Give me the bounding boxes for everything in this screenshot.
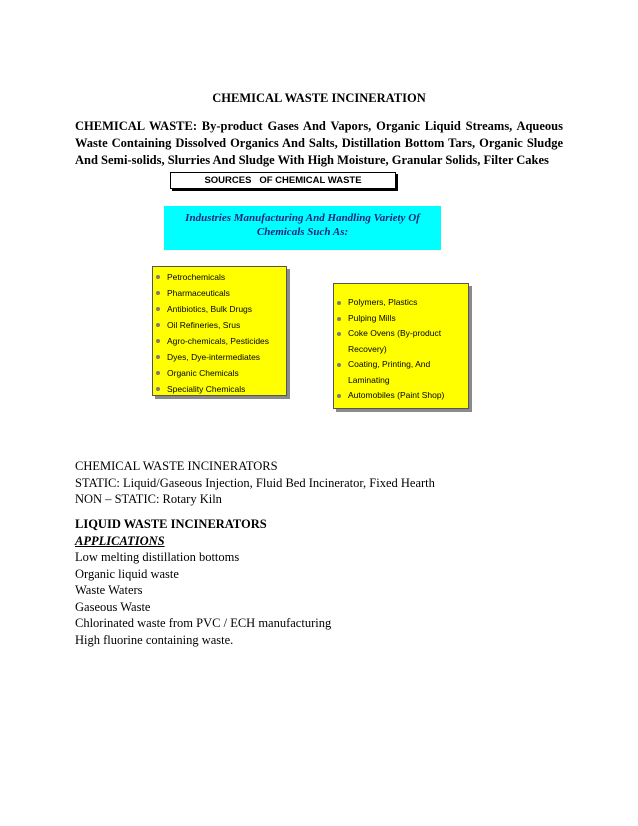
- application-item: Low melting distillation bottoms: [75, 550, 240, 564]
- list-item: Dyes, Dye-intermediates: [153, 349, 286, 365]
- bullet-icon: [156, 275, 160, 279]
- application-item: Organic liquid waste: [75, 566, 179, 581]
- bullet-icon: [156, 323, 160, 327]
- industries-list-left: [152, 266, 287, 396]
- list-item: Pharmaceuticals: [153, 285, 286, 301]
- bullet-icon: [337, 394, 341, 398]
- bullet-icon: [156, 291, 160, 295]
- bullet-icon: [156, 371, 160, 375]
- bullet-icon: [337, 363, 341, 367]
- non-static-types: NON – STATIC: Rotary Kiln: [75, 492, 222, 506]
- list-item: Petrochemicals: [153, 269, 286, 285]
- liquid-waste-section: [75, 516, 331, 648]
- bullet-icon: [156, 339, 160, 343]
- sources-label-box: SOURCES OF CHEMICAL WASTE: [170, 172, 396, 189]
- applications-subheading: APPLICATIONS: [75, 533, 165, 548]
- list-item: Oil Refineries, Srus: [153, 317, 286, 333]
- list-item: Antibiotics, Bulk Drugs: [153, 301, 286, 317]
- list-item: Pulping Mills: [334, 311, 468, 327]
- application-item: Chlorinated waste from PVC / ECH manufacturing: [75, 616, 332, 630]
- static-types: STATIC: Liquid/Gaseous Injection, Fluid Bed Incinerator, Fixed Hearth: [75, 475, 435, 490]
- list-item: Automobiles (Paint Shop): [334, 388, 468, 404]
- bullet-icon: [156, 307, 160, 311]
- bullet-icon: [337, 317, 341, 321]
- industries-box: [164, 206, 441, 250]
- list-item: Organic Chemicals: [153, 365, 286, 381]
- list-item: Polymers, Plastics: [334, 295, 468, 311]
- bullet-icon: [156, 355, 160, 359]
- application-item: Waste Waters: [75, 583, 143, 597]
- liquid-waste-heading: LIQUID WASTE INCINERATORS: [75, 517, 267, 531]
- application-item: High fluorine containing waste.: [75, 632, 234, 647]
- incinerators-section: [75, 458, 435, 508]
- application-item: Gaseous Waste: [75, 599, 151, 614]
- bullet-icon: [337, 301, 341, 305]
- list-item: Coke Ovens (By-product Recovery): [334, 326, 468, 357]
- bullet-icon: [337, 332, 341, 336]
- bullet-icon: [156, 387, 160, 391]
- industries-line-2: Chemicals Such As:: [256, 226, 349, 238]
- chemical-waste-definition: CHEMICAL WASTE: By-product Gases And Vapors, Organic Liquid Streams, Aqueous Waste Containing Dissolved Organics And Salts, Distillation Bottom Tars, Organic Sludge And Semi-solids, Slurries And Sludge With High Moisture, Granular Solids, Filter Cakes: [75, 119, 563, 167]
- list-item: Agro-chemicals, Pesticides: [153, 333, 286, 349]
- list-item: Coating, Printing, And Laminating: [334, 357, 468, 388]
- incinerators-heading: CHEMICAL WASTE INCINERATORS: [75, 459, 278, 473]
- list-item: Speciality Chemicals: [153, 381, 286, 397]
- document-title: CHEMICAL WASTE INCINERATION: [212, 91, 426, 105]
- industries-line-1: Industries Manufacturing And Handling Variety Of: [185, 212, 420, 224]
- industries-list-right: [333, 283, 469, 409]
